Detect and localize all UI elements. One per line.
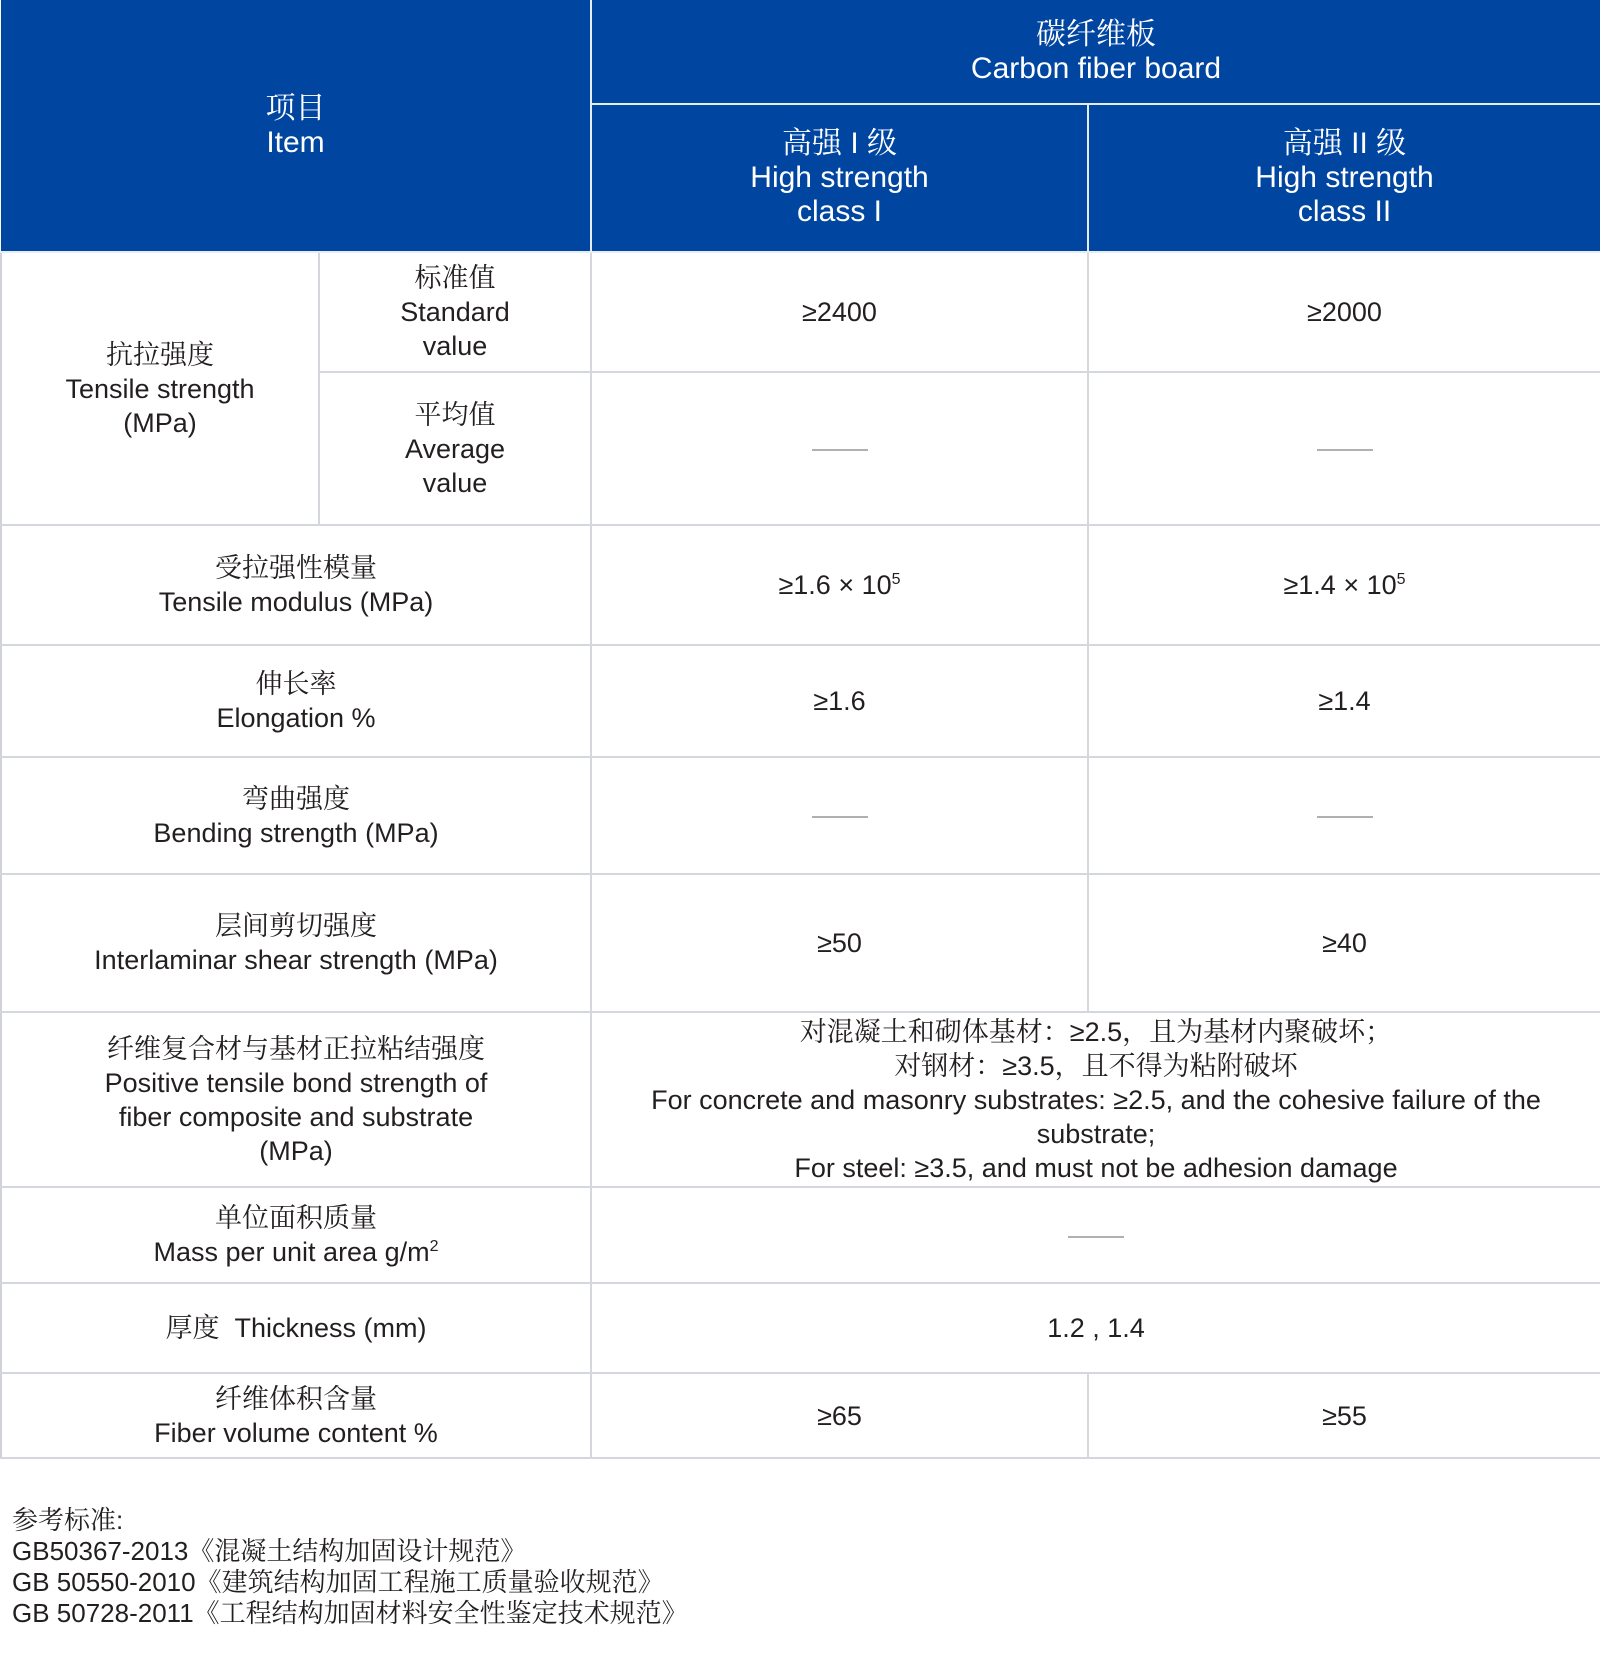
class2-header-en1: High strength (1255, 161, 1434, 194)
reference-title: 参考标准: (12, 1505, 124, 1535)
item-header (1, 0, 591, 252)
value-base: ≥1.4 × 10 (1283, 570, 1397, 600)
empty-dash (1068, 1236, 1124, 1238)
elongation-class1: ≥1.6 (591, 645, 1088, 757)
class1-header-en1: High strength (750, 161, 929, 194)
mass-per-area-en: Mass per unit area g/m (153, 1237, 430, 1267)
bond-strength-label (1, 1012, 591, 1187)
average-value-class1 (591, 372, 1088, 525)
value-exponent: 5 (891, 571, 901, 588)
fiber-volume-zh: 纤维体积含量 (215, 1383, 377, 1414)
value-base: ≥1.6 × 10 (778, 570, 892, 600)
fiber-volume-class2: ≥55 (1088, 1373, 1600, 1458)
average-value-en2: value (422, 467, 488, 498)
shear-strength-class2: ≥40 (1088, 874, 1600, 1012)
table-row (1, 645, 1600, 757)
thickness-label: 厚度 Thickness (mm) (1, 1283, 591, 1373)
bond-strength-en3: (MPa) (259, 1135, 333, 1166)
bond-value-en1: For concrete and masonry substrates: ≥2.5, and the cohesive failure of the substrate; (651, 1084, 1541, 1149)
empty-dash (812, 449, 868, 451)
value-exponent: 5 (1396, 571, 1406, 588)
tensile-strength-zh: 抗拉强度 (106, 339, 214, 370)
carbon-fiber-board-header (591, 0, 1600, 104)
standard-value-class1: ≥2400 (591, 252, 1088, 372)
bending-strength-label (1, 757, 591, 874)
mass-per-area-zh: 单位面积质量 (215, 1203, 377, 1233)
tensile-modulus-class2 (1088, 525, 1600, 645)
table-row (1, 1373, 1600, 1458)
table-row (1, 525, 1600, 645)
bond-strength-en2: fiber composite and substrate (118, 1101, 474, 1132)
tensile-strength-en: Tensile strength (65, 373, 255, 404)
table-header (1, 0, 1600, 252)
bond-value-zh2: 对钢材：≥3.5，且不得为粘附破坏 (894, 1050, 1298, 1081)
average-value-en1: Average (404, 433, 506, 464)
thickness-value: 1.2 , 1.4 (591, 1283, 1600, 1373)
elongation-zh: 伸长率 (255, 669, 337, 699)
class2-header-zh: 高强 II 级 (1282, 127, 1407, 160)
class1-header-en2: class I (796, 195, 883, 228)
empty-dash (1317, 816, 1373, 818)
table-row (1, 1283, 1600, 1373)
bending-strength-class1 (591, 757, 1088, 874)
item-header-en: Item (266, 125, 325, 159)
shear-strength-zh: 层间剪切强度 (215, 911, 377, 941)
bending-strength-en: Bending strength (MPa) (153, 817, 439, 848)
elongation-class2: ≥1.4 (1088, 645, 1600, 757)
mass-per-area-value (591, 1187, 1600, 1283)
shear-strength-label (1, 874, 591, 1012)
table-row (1, 1187, 1600, 1283)
average-value-zh: 平均值 (414, 399, 496, 430)
bending-strength-zh: 弯曲强度 (242, 783, 350, 814)
standard-value-zh: 标准值 (414, 263, 496, 293)
average-value-label (319, 372, 591, 525)
bond-value-zh1: 对混凝土和砌体基材：≥2.5，且为基材内聚破坏； (799, 1016, 1393, 1047)
table-row (1, 1012, 1600, 1187)
table-row (1, 757, 1600, 874)
group-header-zh: 碳纤维板 (1036, 17, 1156, 51)
shear-strength-class1: ≥50 (591, 874, 1088, 1012)
empty-dash (812, 816, 868, 818)
reference-item: GB 50550-2010《建筑结构加固工程施工质量验收规范》 (12, 1567, 664, 1597)
class2-header-en2: class II (1297, 195, 1392, 228)
item-header-zh: 项目 (265, 91, 326, 125)
tensile-strength-unit: (MPa) (123, 407, 197, 438)
bond-strength-zh: 纤维复合材与基材正拉粘结强度 (107, 1033, 485, 1064)
mass-unit-exponent: 2 (429, 1238, 439, 1255)
tensile-modulus-en: Tensile modulus (MPa) (158, 587, 434, 617)
standard-value-en1: Standard (400, 297, 510, 327)
standard-value-label (319, 252, 591, 372)
shear-strength-en: Interlaminar shear strength (MPa) (94, 945, 498, 975)
tensile-modulus-zh: 受拉强性模量 (215, 553, 377, 583)
elongation-label (1, 645, 591, 757)
reference-standards (12, 1505, 688, 1629)
class1-header-zh: 高强 I 级 (781, 127, 897, 160)
bond-strength-en1: Positive tensile bond strength of (104, 1067, 488, 1098)
standard-value-en2: value (422, 331, 488, 361)
class1-header (591, 104, 1088, 252)
elongation-en: Elongation % (216, 703, 376, 733)
table-row (1, 874, 1600, 1012)
average-value-class2 (1088, 372, 1600, 525)
table-body (1, 252, 1600, 1458)
mass-per-area-en-line (8, 1235, 584, 1269)
tensile-modulus-label (1, 525, 591, 645)
bond-value-en2: For steel: ≥3.5, and must not be adhesion damage (794, 1152, 1398, 1183)
group-header-en: Carbon fiber board (970, 51, 1222, 85)
bending-strength-class2 (1088, 757, 1600, 874)
class2-header (1088, 104, 1600, 252)
reference-item: GB50367-2013《混凝土结构加固设计规范》 (12, 1536, 527, 1566)
mass-per-area-label (1, 1187, 591, 1283)
empty-dash (1317, 449, 1373, 451)
fiber-volume-class1: ≥65 (591, 1373, 1088, 1458)
fiber-volume-label (1, 1373, 591, 1458)
reference-item: GB 50728-2011《工程结构加固材料安全性鉴定技术规范》 (12, 1598, 688, 1628)
bond-strength-value (591, 1012, 1600, 1187)
fiber-volume-en: Fiber volume content % (154, 1417, 438, 1448)
table-row (1, 252, 1600, 372)
tensile-strength-label (1, 252, 319, 525)
standard-value-class2: ≥2000 (1088, 252, 1600, 372)
tensile-modulus-class1 (591, 525, 1088, 645)
